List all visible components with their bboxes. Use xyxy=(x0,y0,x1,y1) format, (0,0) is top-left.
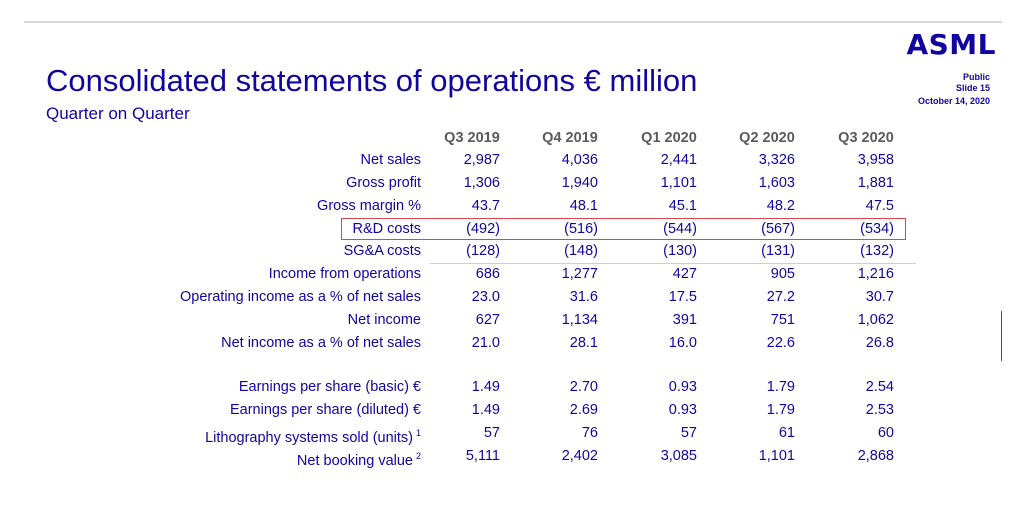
table-cell: (130) xyxy=(663,243,697,259)
table-cell: 76 xyxy=(581,425,598,441)
table-cell: 1,101 xyxy=(758,448,795,464)
table-cell: (131) xyxy=(761,243,795,259)
table-cell: (534) xyxy=(860,221,894,237)
row-label xyxy=(41,242,421,260)
slide-number: Slide 15 xyxy=(955,83,990,93)
table-cell: 1,306 xyxy=(463,175,500,191)
table-cell: 686 xyxy=(475,266,500,282)
table-cell: 5,111 xyxy=(465,448,500,464)
table-cell: 0.93 xyxy=(668,402,697,418)
row-label-text: Gross margin % xyxy=(317,198,421,214)
table-cell: 2.53 xyxy=(865,402,894,418)
row-label xyxy=(41,378,421,396)
slide-meta xyxy=(918,72,990,107)
table-cell: 57 xyxy=(483,425,500,441)
table-cell: 3,958 xyxy=(857,152,894,168)
table-cell: 28.1 xyxy=(569,335,598,351)
table-cell: 2,402 xyxy=(561,448,598,464)
table-cell: 2.69 xyxy=(569,402,598,418)
table-cell: 43.7 xyxy=(471,198,500,214)
row-label-text: Net sales xyxy=(360,152,421,168)
table-cell: 47.5 xyxy=(865,198,894,214)
table-cell: 1,940 xyxy=(561,175,598,191)
footnote-marker: 2 xyxy=(415,451,421,461)
table-cell: 3,085 xyxy=(660,448,697,464)
table-cell: 3,326 xyxy=(758,152,795,168)
table-cell: 23.0 xyxy=(471,289,500,305)
table-cell: 27.2 xyxy=(766,289,795,305)
row-label xyxy=(41,197,421,215)
row-label-text: Net income as a % of net sales xyxy=(221,335,421,351)
table-cell: (148) xyxy=(564,243,598,259)
table-cell: 60 xyxy=(877,425,894,441)
table-cell: 45.1 xyxy=(668,198,697,214)
row-label-text: Operating income as a % of net sales xyxy=(180,289,421,305)
column-header: Q1 2020 xyxy=(641,130,697,146)
table-cell: 0.93 xyxy=(668,379,697,395)
column-header: Q3 2019 xyxy=(444,130,500,146)
row-label-text: Lithography systems sold (units) xyxy=(205,429,413,446)
table-cell: 48.1 xyxy=(569,198,598,214)
table-cell: 1.49 xyxy=(471,402,500,418)
table-cell: (492) xyxy=(466,221,500,237)
sga-underline xyxy=(430,263,916,264)
table-cell: (516) xyxy=(564,221,598,237)
table-cell: 22.6 xyxy=(766,335,795,351)
row-label xyxy=(41,401,421,419)
table-cell: 30.7 xyxy=(865,289,894,305)
table-cell: 1.49 xyxy=(471,379,500,395)
table-cell: 1,216 xyxy=(857,266,894,282)
row-label xyxy=(41,174,421,192)
table-cell: 57 xyxy=(680,425,697,441)
table-cell: 391 xyxy=(672,312,697,328)
footnote-marker: 1 xyxy=(415,428,421,438)
page-title: Consolidated statements of operations € million xyxy=(46,63,698,98)
row-label xyxy=(41,265,421,283)
table-cell: 2,987 xyxy=(463,152,500,168)
table-cell: 2,441 xyxy=(660,152,697,168)
row-label-text: Earnings per share (basic) € xyxy=(238,379,421,395)
row-label-text: Net booking value xyxy=(296,452,413,469)
table-cell: 2.54 xyxy=(865,379,894,395)
table-cell: (544) xyxy=(663,221,697,237)
table-cell: 2,868 xyxy=(857,448,894,464)
table-cell: 751 xyxy=(770,312,795,328)
table-cell: 1,277 xyxy=(561,266,598,282)
table-cell: 17.5 xyxy=(668,289,697,305)
row-label-text: Net income xyxy=(347,312,421,328)
table-cell: 1,603 xyxy=(758,175,795,191)
table-cell: 31.6 xyxy=(569,289,598,305)
table-cell: 427 xyxy=(672,266,697,282)
table-cell: 16.0 xyxy=(668,335,697,351)
table-cell: 4,036 xyxy=(561,152,598,168)
row-label xyxy=(41,151,421,169)
table-cell: 905 xyxy=(770,266,795,282)
slide-date: October 14, 2020 xyxy=(917,96,990,106)
row-label-text: Earnings per share (diluted) € xyxy=(229,402,421,418)
table-cell: 1,134 xyxy=(561,312,598,328)
row-label xyxy=(41,424,421,447)
table-cell: 1,062 xyxy=(857,312,894,328)
row-label-text: R&D costs xyxy=(352,221,421,237)
table-cell: 21.0 xyxy=(471,335,500,351)
table-cell: 1.79 xyxy=(766,379,795,395)
classification-label: Public xyxy=(962,72,990,82)
table-cell: (567) xyxy=(761,221,795,237)
table-cell: 61 xyxy=(778,425,795,441)
row-label xyxy=(41,311,421,329)
table-cell: 2.70 xyxy=(569,379,598,395)
side-marker-line xyxy=(1001,311,1002,361)
top-divider xyxy=(24,21,1002,23)
column-header: Q3 2020 xyxy=(838,130,894,146)
table-cell: 1,881 xyxy=(857,175,894,191)
table-cell: 627 xyxy=(475,312,500,328)
table-cell: 1.79 xyxy=(766,402,795,418)
row-label-text: Income from operations xyxy=(268,266,421,282)
column-header: Q2 2020 xyxy=(739,130,795,146)
row-label xyxy=(41,334,421,352)
table-cell: 48.2 xyxy=(766,198,795,214)
column-header: Q4 2019 xyxy=(542,130,598,146)
table-cell: 1,101 xyxy=(660,175,697,191)
row-label-text: Gross profit xyxy=(346,175,421,191)
table-cell: (128) xyxy=(466,243,500,259)
page-subtitle: Quarter on Quarter xyxy=(46,104,190,123)
table-cell: 26.8 xyxy=(865,335,894,351)
row-label xyxy=(41,447,421,470)
asml-logo: ASML xyxy=(906,28,996,61)
row-label xyxy=(41,288,421,306)
row-label-text: SG&A costs xyxy=(343,243,421,259)
rd-costs-highlight-box xyxy=(341,218,906,240)
table-cell: (132) xyxy=(860,243,894,259)
